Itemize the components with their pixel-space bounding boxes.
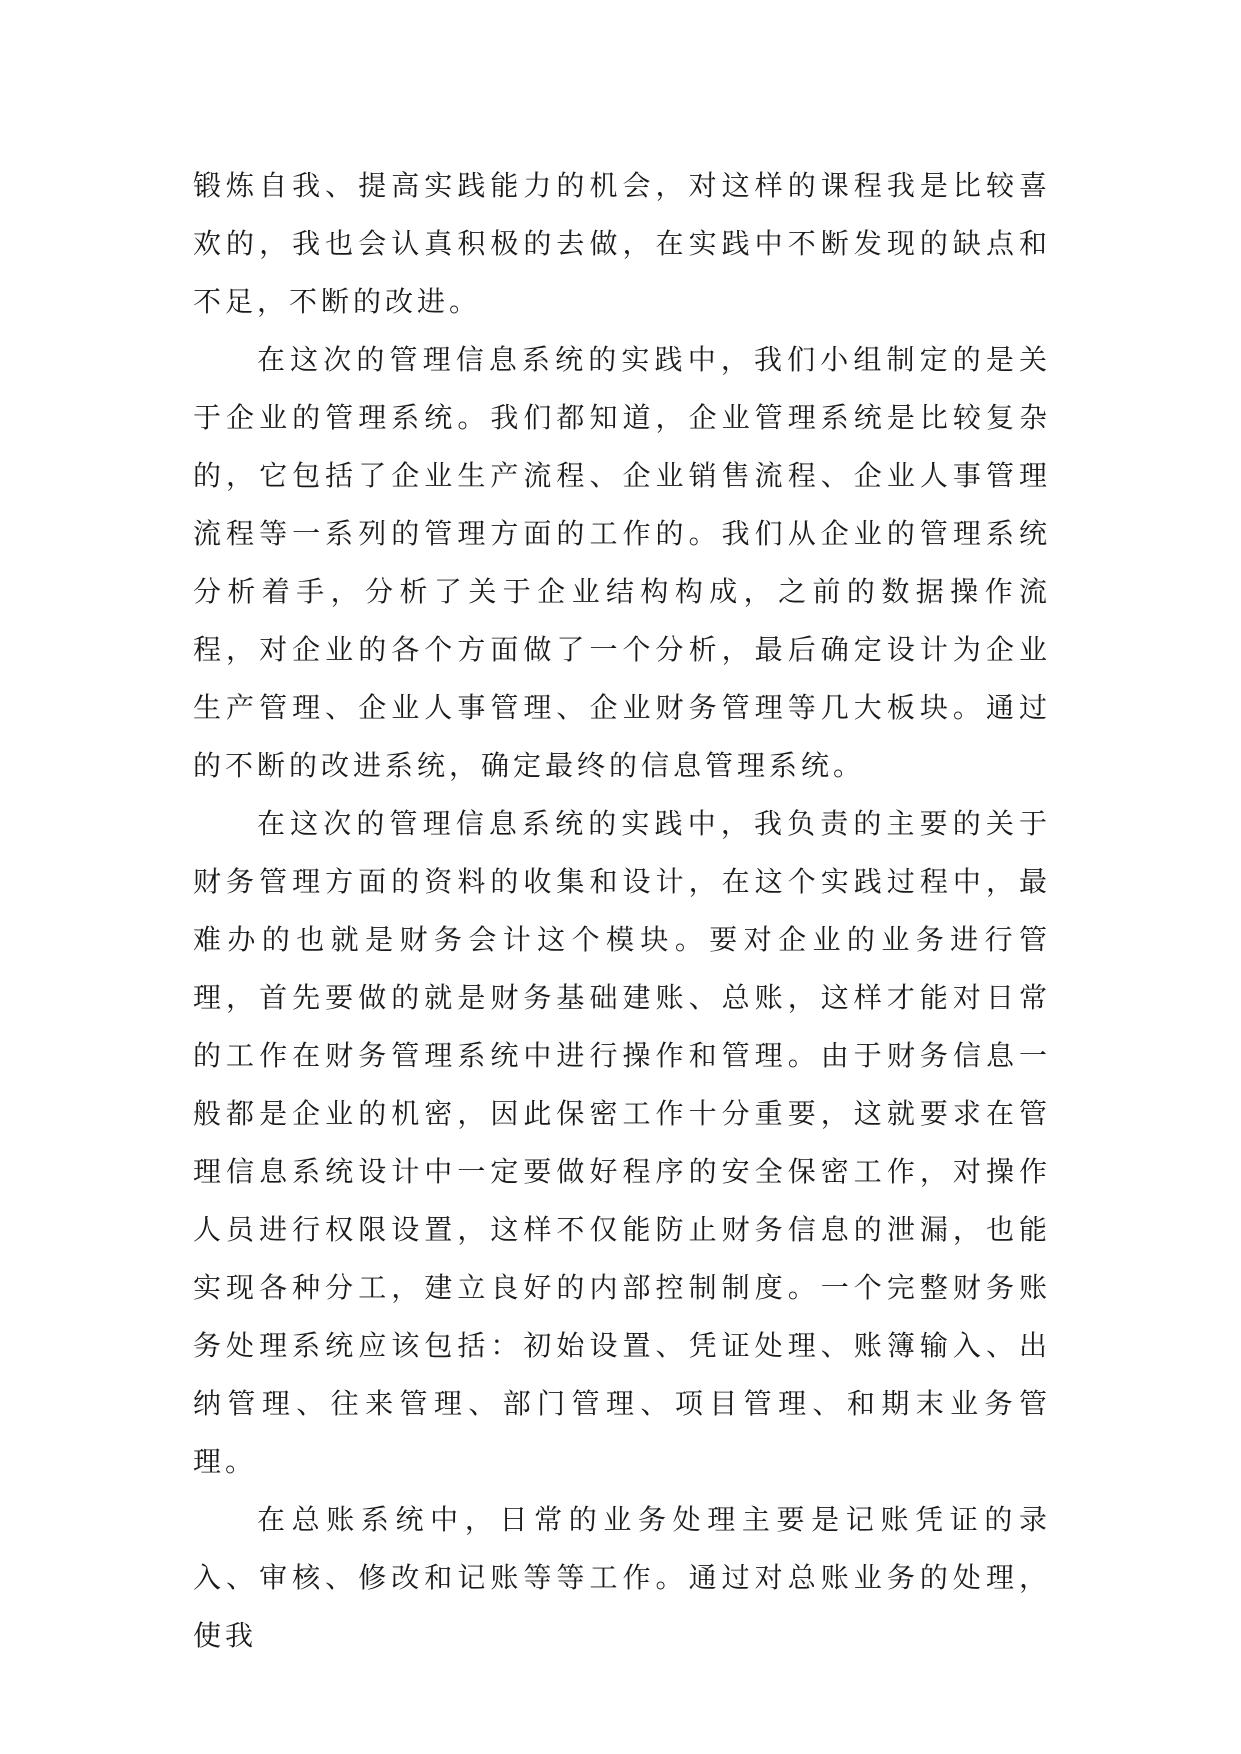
paragraph-1: 锻炼自我、提高实践能力的机会，对这样的课程我是比较喜欢的，我也会认真积极的去做，在实践中不断发现的缺点和不足，不断的改进。 bbox=[193, 169, 1051, 318]
paragraph-4: 在总账系统中，日常的业务处理主要是记账凭证的录入、审核、修改和记账等等工作。通过对总账业务的处理，使我 bbox=[193, 1503, 1051, 1652]
document-body bbox=[193, 157, 1051, 1665]
paragraph-3: 在这次的管理信息系统的实践中，我负责的主要的关于财务管理方面的资料的收集和设计，在这个实践过程中，最难办的也就是财务会计这个模块。要对企业的业务进行管理，首先要做的就是财务基础建账、总账，这样才能对日常的工作在财务管理系统中进行操作和管理。由于财务信息一般都是企业的机密，因此保密工作十分重要，这就要求在管理信息系统设计中一定要做好程序的安全保密工作，对操作人员进行权限设置，这样不仅能防止财务信息的泄漏，也能实现各种分工，建立良好的内部控制制度。一个完整财务账务处理系统应该包括：初始设置、凭证处理、账簿输入、出纳管理、往来管理、部门管理、项目管理、和期末业务管理。 bbox=[193, 807, 1051, 1478]
paragraph-2: 在这次的管理信息系统的实践中，我们小组制定的是关于企业的管理系统。我们都知道，企业管理系统是比较复杂的，它包括了企业生产流程、企业销售流程、企业人事管理流程等一系列的管理方面的工作的。我们从企业的管理系统分析着手，分析了关于企业结构构成，之前的数据操作流程，对企业的各个方面做了一个分析，最后确定设计为企业生产管理、企业人事管理、企业财务管理等几大板块。通过的不断的改进系统，确定最终的信息管理系统。 bbox=[193, 343, 1051, 782]
